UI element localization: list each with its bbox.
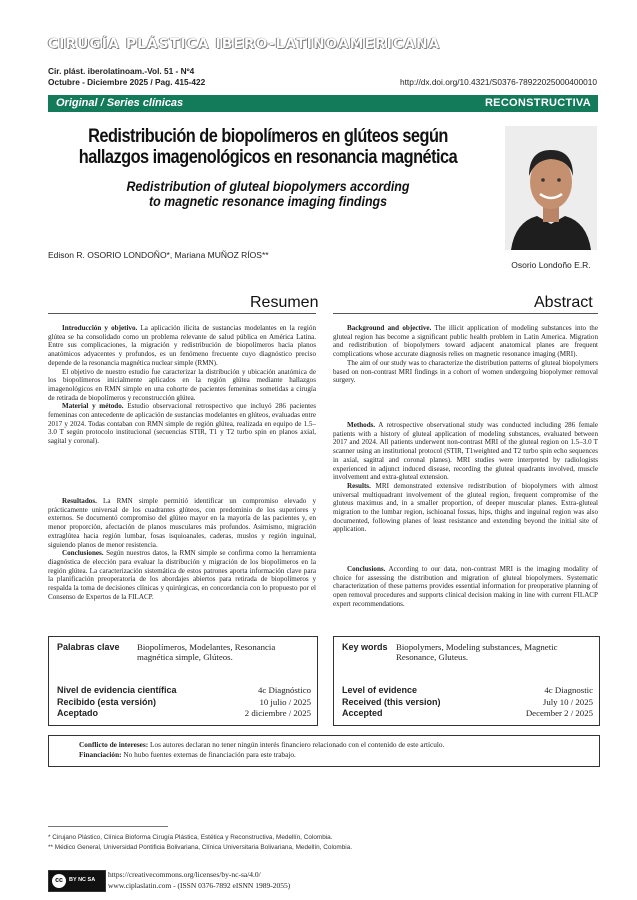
title-en-line-2: to magnetic resonance imaging findings: [148, 194, 388, 209]
abstract-aim: The aim of our study was to characterize the distribution patterns of gluteal biopolymers based on non-contrast MRI findings in a cohort of women undergoing biopolymer removal surgery.: [333, 358, 598, 385]
meta-row: Received (this version) July 10 / 2025: [342, 696, 593, 707]
keywords-en-box: [333, 636, 600, 726]
keywords-es-text: Biopolímeros, Modelantes, Resonancia magnética simple, Glúteos.: [137, 642, 276, 662]
abstract-block-2: [333, 421, 598, 534]
resumen-block-2: [48, 497, 316, 601]
footnote-2: ** Médico General, Universidad Pontificia Bolivariana, Clínica Universitaria Bolivariana, Medellín, Colombia.: [48, 844, 353, 851]
title-english: [66, 179, 471, 209]
meta-row: Aceptado 2 diciembre / 2025: [57, 708, 311, 718]
abstract-block-1: [333, 324, 598, 385]
resumen-methods: Material y método. Estudio observacional retrospectivo que incluyó 286 pacientes femeninas con antecedente de aplicación de sustancias modelantes en glúteos, evaluadas entre 2017 y 2024. Todas contaban con RMN simple de región glútea, realizada en equipo de 1.5–3.0 T según protocolo institucional (secuencias STIR, T1 y T2 turbo spin en planos axial, sagital y coronal).: [48, 402, 316, 446]
meta-row: Accepted December 2 / 2025: [342, 708, 593, 718]
license-url[interactable]: https://creativecommons.org/licenses/by-nc-sa/4.0/: [108, 870, 261, 879]
meta-row: Nivel de evidencia científica 4c Diagnóstico: [57, 685, 311, 695]
meta-row: Recibido (esta versión) 10 julio / 2025: [57, 696, 311, 707]
journal-masthead: CIRUGÍA PLÁSTICA IBERO-LATINOAMERICANA: [48, 36, 441, 52]
resumen-rule: [48, 313, 316, 314]
abstract-block-3: [333, 565, 598, 609]
resumen-objective: El objetivo de nuestro estudio fue caracterizar la distribución y ubicación anatómica de los biopolímeros inicialmente aplicados en la región glútea mediante hallazgos imagenológicos en RMN simple en una cohorte de pacientes femeninas sometidas a cirugía de retirada de biopolímeros y reconstrucción glútea.: [48, 367, 316, 402]
title-spanish: [79, 126, 457, 168]
photo-caption: Osorio Londoño E.R.: [511, 260, 591, 270]
abstract-heading: Abstract: [534, 294, 593, 311]
meta-row: Level of evidence 4c Diagnostic: [342, 685, 593, 695]
keywords-en-text: Biopolymers, Modeling substances, Magnetic Resonance, Gluteus.: [396, 642, 558, 662]
resumen-conclusions: Conclusiones. Según nuestros datos, la RMN simple se confirma como la herramienta diagnóstica de elección para evaluar la distribución y migración de los biopolímeros en la región glútea. La caracterización sistemática de estos patrones aporta información clave para la planificación preoperatoria de los abordajes abiertos para retirada de biopolímeros y respalda la toma de decisiones clínicas y quirúrgicas, en concordancia con lo propuesto por el Consenso de Expertos de la FILACP.: [48, 549, 316, 601]
keywords-es-label: Palabras clave: [57, 642, 120, 652]
conflicts-text: [79, 740, 444, 760]
keywords-es-meta: [57, 685, 311, 720]
section-bar: [48, 95, 598, 112]
footnote-1: * Cirujano Plástico, Clínica Bioforma Cirugía Plástica, Estética y Reconstructiva, Medellín, Colombia.: [48, 834, 333, 841]
resumen-block-1: [48, 324, 316, 446]
title-en-line-1: Redistribution of gluteal biopolymers according: [126, 179, 410, 194]
cc-license-badge[interactable]: [48, 870, 106, 892]
abstract-background: Background and objective. The illicit application of modeling substances into the gluteal region has become a significant public health problem in Latin America. Migration and redistribution of biopolymers toward adjacent anatomical planes are frequent complications whose accurate diagnosis relies on magnetic resonance imaging (MRI).: [333, 324, 598, 359]
abstract-conclusions: Conclusions. According to our data, non-contrast MRI is the imaging modality of choice for assessing the distribution and migration of gluteal biopolymers. Systematic characterization of these patterns provides essential information for preoperative planning of open removal procedures and supports clinical decision making in line with current FILACP expert recommendations.: [333, 565, 598, 608]
title-es-line-1: Redistribución de biopolímeros en glúteos según: [88, 126, 448, 147]
abstract-rule: [333, 313, 598, 314]
funding-line: Financiación: No hubo fuentes externas de financiación para este trabajo.: [79, 750, 296, 759]
resumen-results: Resultados. La RMN simple permitió identificar un compromiso elevado y prácticamente universal de los cuadrantes glúteos, con predominio de los superiores y externos. Se documentó compromiso del glúteo mayor en la mayoría de las pacientes y, en menor proporción, afectación de planos musculares más profundos. Asimismo, migración extraglútea hacia región lumbar, fosas isquioanales, caderas, muslos y región inguinal, siguiendo planos de menor resistencia.: [48, 497, 316, 549]
journal-site[interactable]: www.ciplaslatin.com - (ISSN 0376-7892 eISNN 1989-2055): [108, 881, 291, 890]
footnote-rule: [48, 826, 168, 827]
conflicts-line: Conflicto de intereses: Los autores declaran no tener ningún interés financiero relacionado con el contenido de este artículo.: [79, 740, 445, 749]
resumen-heading: Resumen: [250, 294, 319, 311]
abstract-results: Results. MRI demonstrated extensive redistribution of biopolymers with almost universal multiquadrant involvement of the gluteal region, frequent compromise of the gluteus maximus and, in a smaller proportion, of deeper muscular planes. Extra-gluteal migration to the lumbar region, ischioanal fossas, hips, thighs and inguinal region was also documented, following planes of least resistance and extending beyond the initial site of application.: [333, 481, 598, 534]
article-type: Original / Series clínicas: [56, 97, 184, 109]
journal-citation: [48, 66, 205, 88]
author-photo: [505, 126, 597, 250]
resumen-intro: Introducción y objetivo. La aplicación ilícita de sustancias modelantes en la región glútea se ha consolidado como un problema relevante de salud pública en América Latina. Entre sus complicaciones, la migración y redistribución de biopolímeros hacia planos anatómicos adyacentes y profundos, es un fenómeno frecuente cuyo diagnóstico preciso depende de la resonancia magnética nuclear simple (RMN).: [48, 324, 316, 367]
conflicts-box: [48, 735, 600, 767]
citation-line-1: Cir. plást. iberolatinoam.-Vol. 51 - Nº4: [48, 66, 195, 76]
doi-link[interactable]: http://dx.doi.org/10.4321/S0376-78922025000400010: [400, 77, 597, 87]
authors: Edison R. OSORIO LONDOÑO*, Mariana MUÑOZ RÍOS**: [48, 250, 269, 260]
title-es-line-2: hallazgos imagenológicos en resonancia magnética: [78, 147, 458, 168]
cc-icon: cc: [52, 874, 66, 888]
author-portrait-icon: [505, 126, 597, 250]
citation-line-2: Octubre - Diciembre 2025 / Pag. 415-422: [48, 77, 206, 87]
article-category: RECONSTRUCTIVA: [484, 97, 591, 109]
keywords-es-box: [48, 636, 318, 726]
keywords-en-label: Key words: [342, 642, 388, 652]
cc-terms: BY NC SA: [69, 877, 96, 883]
keywords-en-meta: [342, 685, 593, 720]
abstract-methods: Methods. A retrospective observational study was conducted including 286 female patients with a history of gluteal application of modeling substances, evaluated between 2017 and 2024. All patients underwent non-contrast MRI of the gluteal region on 1.5–3.0 T scanner using an institutional protocol (STIR, T1weighted and T2 turbo spin echo sequences in axial, sagittal and coronal planes). MRI studies were interpreted by radiologists experienced in adjunct induced disease, recording the gluteal quadrants involved, muscle involvement and extra-gluteal extension.: [333, 421, 598, 482]
